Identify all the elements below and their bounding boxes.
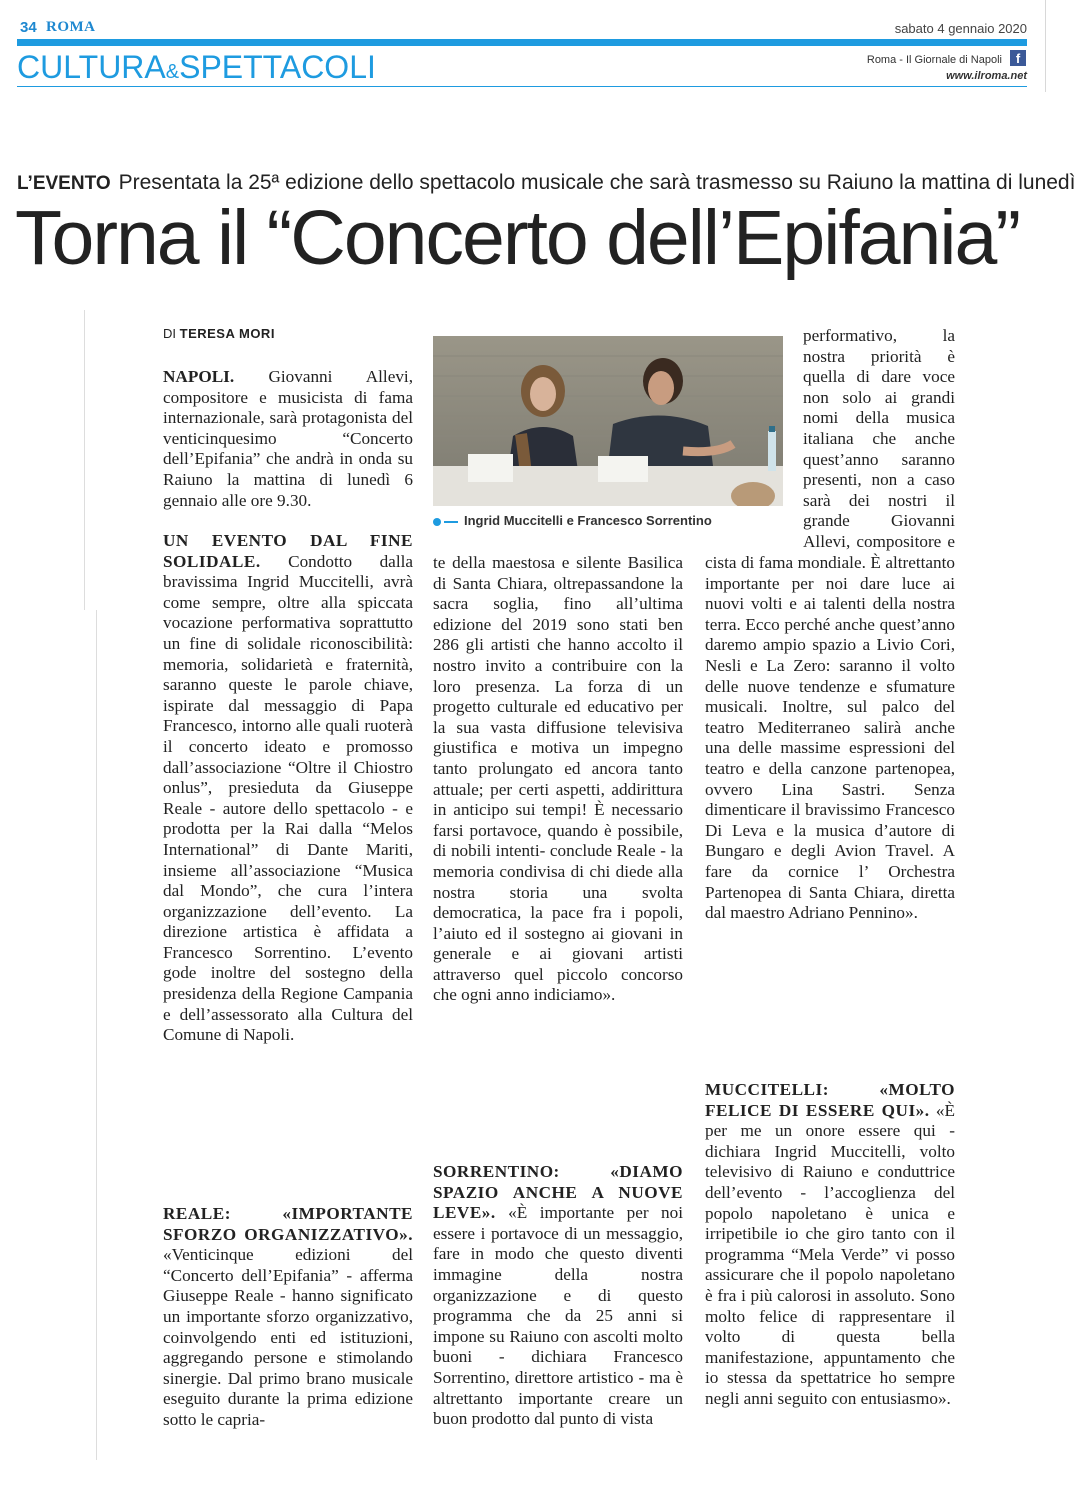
caption-bullet-icon	[433, 518, 441, 526]
article-column-1b	[163, 531, 413, 1046]
article-paragraph: NAPOLI. Giovanni Allevi, compositore e musicista di fama internazionale, sarà protagonista del venticinquesimo “Concerto dell’Epifania” che andrà in onda su Raiuno la mattina di lunedì 6 gennaio alle ore 9.30.	[163, 367, 413, 510]
article-column-1c	[163, 1204, 413, 1431]
article-column-3	[705, 553, 955, 924]
section-rule	[17, 86, 1027, 87]
headline: Torna il “Concerto dell’Epifania”	[15, 195, 1019, 281]
website-link[interactable]: www.ilroma.net	[946, 70, 1027, 82]
page-edge	[1045, 0, 1046, 92]
newspaper-subtitle: Roma - Il Giornale di Napoli	[866, 54, 1002, 66]
article-column-1	[163, 367, 413, 511]
byline	[163, 326, 275, 341]
article-paragraph: cista di fama mondiale. È altrettanto importante per noi dare luce ai nuovi volti e ai talenti della nostra terra. Ecco perché anche quest’anno daremo ampio spazio a Livio Cori, Nesli e La Zero: saranno il volto delle nuove tendenze e sfumature musicali. Inoltre, sul palco del teatro Mediterraneo salirà anche una delle massime espressioni del teatro e della canzone partenopea, ovvero Lina Sastri. Senza dimenticare il bravissimo Francesco Di Leva e la musica d’autore di Bungaro e degli Avion Travel. A fare da cornice l’ Orchestra Partenopea di Santa Chiara, diretta dal maestro Adriano Pennino».	[705, 553, 955, 923]
article-paragraph: performativo, la nostra priorità è quella di dare voce non solo ai grandi nomi della musica italiana che anche quest’anno saranno presenti, non a caso sarà dei nostri il grande Giovanni Allevi, compositore e	[803, 326, 955, 551]
byline-prefix: DI	[163, 326, 176, 341]
article-paragraph: SORRENTINO: «DIAMO SPAZIO ANCHE A NUOVE LEVE». «È importante per noi essere i portavoce di un messaggio, fare in modo che questo diventi immagine della nostra organizzazione e di questo programma che da 25 anni si impone su Raiuno con ascolti molto buoni - dichiara Francesco Sorrentino, direttore artistico - ma è altrettanto importante creare un buon prodotto dal punto di vista	[433, 1162, 683, 1429]
subhead: REALE: «IMPORTANTE SFORZO ORGANIZZATIVO».	[163, 1204, 413, 1244]
photo-caption	[433, 513, 712, 528]
byline-author: TERESA MORI	[179, 326, 275, 341]
subhead: UN EVENTO DAL FINE SOLIDALE.	[163, 531, 413, 571]
subhead: MUCCITELLI: «MOLTO FELICE DI ESSERE QUI».	[705, 1080, 955, 1120]
article-column-2b	[433, 1162, 683, 1430]
article-paragraph: te della maestosa e silente Basilica di Santa Chiara, oltrepassandone la sacra soglia, fino all’ultima edizione del 2019 sono stati ben 286 gli artisti che hanno accolto il nostro invito a contribuire con la loro presenza. La forza di un progetto culturale ed educativo per la sua vasta diffusione televisiva giustifica e motiva un impegno tanto prolungato ed ancora tanto attuale; per certi aspetti, addirittura in anticipo sui tempi! È necessario farsi portavoce, quando è possibile, di nobili intenti- conclude Reale - la memoria condivisa di chi diede alla nostra storia una svolta democratica, la pace fra i popoli, l’aiuto ed il sostegno ai giovani in generale e ai giovani artisti attraverso quel piccolo concorso che ogni anno indiciamo».	[433, 553, 683, 1005]
kicker	[17, 171, 1075, 195]
article-column-3b	[705, 1080, 955, 1410]
kicker-tag: L’EVENTO	[17, 173, 111, 194]
photo-caption-text: Ingrid Muccitelli e Francesco Sorrentino	[464, 513, 712, 528]
subhead: SORRENTINO: «DIAMO SPAZIO ANCHE A NUOVE LEVE».	[433, 1162, 683, 1223]
article-column-2	[433, 553, 683, 1006]
dateline: NAPOLI.	[163, 367, 235, 386]
section-title-right: SPETTACOLI	[179, 49, 376, 85]
article-photo	[433, 336, 783, 506]
newspaper-name: ROMA	[46, 19, 96, 35]
page-number: 34	[20, 19, 37, 36]
caption-line	[444, 521, 458, 523]
article-paragraph: MUCCITELLI: «MOLTO FELICE DI ESSERE QUI». «È per me un onore essere qui - dichiara Ingrid Muccitelli, volto televisivo di Raiuno e conduttrice dell’evento - l’accoglienza del popolo napoletano è unica e irripetibile io che giro tanto con il programma “Mela Verde” vi posso assicurare che il popolo napoletano è fra i più calorosi in assoluto. Sono molto felice di rappresentare il volto di questa bella manifestazione, appuntamento che io stessa da spettatrice ho sempre negli anni seguito con entusiasmo».	[705, 1080, 956, 1408]
article-paragraph: UN EVENTO DAL FINE SOLIDALE. Condotto dalla bravissima Ingrid Muccitelli, avrà come sempre, oltre alla spiccata vocazione performativa soprattutto un fine di solidale riconoscibilità: memoria, solidarietà e fraternità, saranno queste le parole chiave, ispirate dal messaggio di Papa Francesco, intorno alle quali ruoterà il concerto ideato e promosso dall’associazione “Oltre il Chiostro onlus”, presieduta da Giuseppe Reale - autore dello spettacolo - e prodotta per la Rai dalla “Melos International” di Dante Mariti, insieme all’associazione “Musica dal Mondo”, che cura l’intera organizzazione dell’evento. La direzione artistica è affidata a Francesco Sorrentino. L’evento gode inoltre del sostegno della presidenza della Regione Campania e dell’assessorato alla Cultura del Comune di Napoli.	[163, 531, 413, 1045]
section-title	[17, 49, 376, 86]
margin-rule	[96, 610, 97, 1460]
kicker-text: Presentata la 25ª edizione dello spettacolo musicale che sarà trasmesso su Raiuno la mattina di lunedì	[118, 171, 1076, 194]
margin-rule	[84, 310, 85, 610]
section-title-left: CULTURA	[17, 49, 166, 85]
article-paragraph: REALE: «IMPORTANTE SFORZO ORGANIZZATIVO». «Venticinque edizioni del “Concerto dell’Epifania” - afferma Giuseppe Reale - hanno significato un importante sforzo organizzativo, coinvolgendo enti ed istituzioni, aggregando persone e stimolando sinergie. Dal primo brano musicale eseguito durante la prima edizione sotto le capria-	[163, 1204, 413, 1429]
article-column-3-top	[803, 326, 955, 554]
facebook-icon[interactable]: f	[1010, 50, 1026, 66]
section-title-amp: &	[165, 61, 180, 83]
header-rule	[17, 39, 1027, 46]
issue-date: sabato 4 gennaio 2020	[894, 21, 1027, 36]
